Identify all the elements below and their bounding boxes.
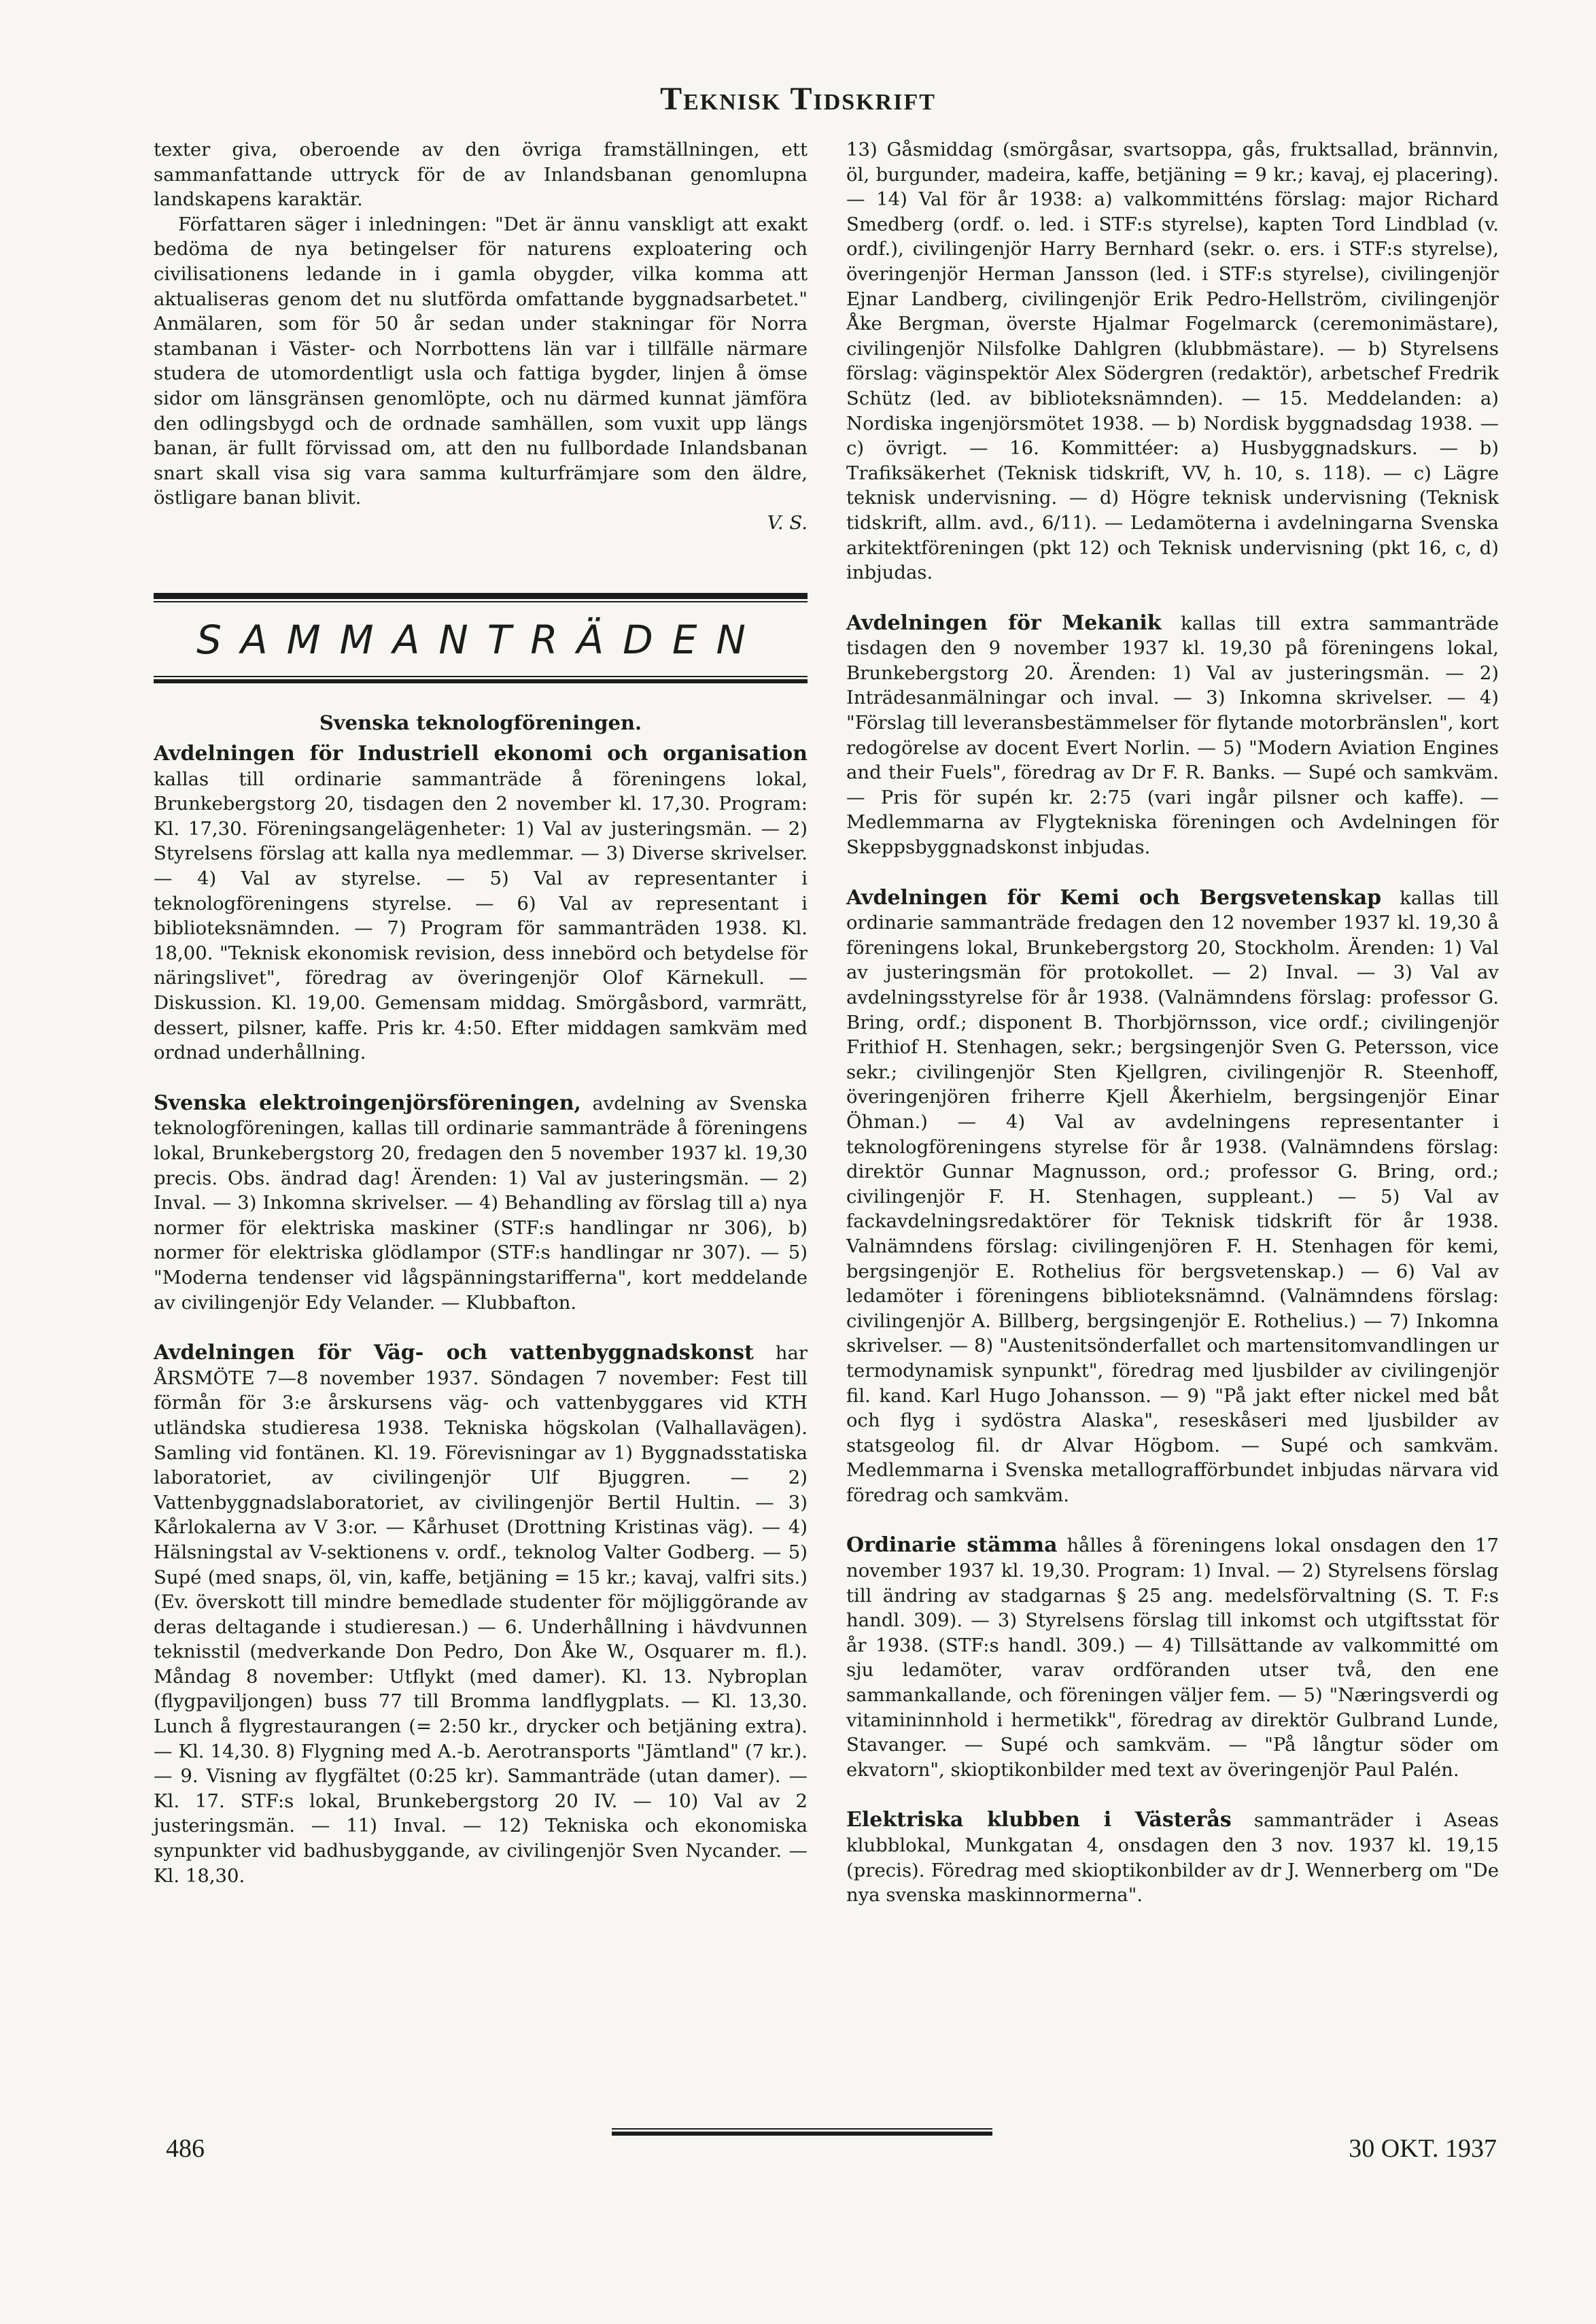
left-column [154, 137, 808, 1914]
notice-text: kallas till ordinarie sammanträde fredagen den 12 november 1937 kl. 19,30 å föreningens lokal, Brunkebergstorg 20, Stockholm. Ärenden: 1) Val av justeringsmän för protokollet. — 2) Inval. — 3) Val av avdelningsstyrelse för år 1938. (Valnämndens förslag: professor G. Bring, ordf.; disponent B. Thorbjörnsson, vice ordf.; civilingenjör Frithiof H. Stenhagen, sekr.; bergsingenjör Sven G. Petersson, vice sekr.; civilingenjör Sten Kjellgren, civilingenjör R. Steenhoff, överingenjören friherre Kjell Åkerhielm, bergsingenjör Einar Öhman.) — 4) Val av avdelningens representanter i teknologföreningens styrelse för år 1938. (Valnämndens förslag: direktör Gunnar Magnusson, ord.; professor G. Bring, ord.; civilingenjör F. H. Stenhagen, suppleant.) — 5) Val av fackavdelningsredaktörer för Teknisk tidskrift för år 1938. Valnämndens förslag: civilingenjören F. H. Stenhagen för kemi, bergsingenjör E. Rothelius för bergsvetenskap.) — 6) Val av ledamöter i föreningens biblioteksnämnd. (Valnämndens förslag: civilingenjör A. Billberg, bergsingenjör E. Rothelius.) — 7) Inkomna skrivelser. — 8) "Austenitsönderfallet och martensitomvandlingen ur termodynamisk synpunkt", föredrag med ljusbilder av civilingenjör fil. kand. Karl Hugo Johansson. — 9) "På jakt efter nickel med båt och flyg i sydöstra Alaska", reseskåseri med ljusbilder av statsgeolog fil. dr Alvar Högbom. — Supé och samkväm. Medlemmarna i Svenska metallografförbundet inbjudas närvara vid föredrag och samkväm. [846, 887, 1499, 1506]
signature: V. S. [767, 511, 808, 534]
notice-title: Svenska elektroingenjörsföreningen, [154, 1091, 581, 1115]
notice-title: Elektriska klubben i Västerås [846, 1808, 1232, 1832]
footer-rule [612, 2128, 992, 2136]
meeting-notice [846, 886, 1499, 1508]
intro-paragraph: Författaren säger i inledningen: "Det är ännu vanskligt att exakt bedöma de nya betingelser för naturens exploatering och civilisationens ledande in i gamla obygder, vilka komma att aktualiseras genom det nu slutförda omfattande byggnadsarbetet." Anmälaren, som för 50 år sedan under stakningar för Norra stambanan i Väster- och Norrbottens län var i tillfälle närmare studera de utomordentligt usla och fattiga bygder, linjen å ömse sidor om länsgränsen genomlöpte, och nu därmed kunnat jämföra den odlingsbygd och de ordnade samhällen, som vuxit upp längs banan, är fullt förvissad om, att den nu fullbordade Inlandsbanan snart skall visa sig vara samma kulturfrämjare som den äldre, östligare banan blivit. [154, 213, 808, 509]
section-rule-bottom [154, 676, 808, 683]
right-column [846, 137, 1499, 1934]
notice-title: Avdelningen för Väg- och vattenbyggnadskonst [154, 1341, 754, 1365]
meeting-notice-continued [846, 137, 1499, 585]
notice-title: Avdelningen för Kemi och Bergsvetenskap [846, 885, 1382, 910]
notice-text: hålles å föreningens lokal onsdagen den 17 november 1937 kl. 19,30. Program: 1) Inval. — 2) Styrelsens förslag till ändring av stadgarnas § 25 ang. medelsförvaltning (S. T. F:s handl. 309). — 3) Styrelsens förslag till inkomst och utgiftsstat för år 1938. (STF:s handl. 309.) — 4) Tillsättande av valkommitté om sju ledamöter, varav ordföranden utser två, den ene sammankallande, och föreningen väljer fem. — 5) "Næringsverdi og vitamininnhold i hermetikk", föredrag av direktör Gulbrand Lunde, Stavanger. — Supé och samkväm. — "På långtur söder om ekvatorn", skioptikonbilder med text av överingenjör Paul Palén. [846, 1535, 1499, 1781]
meeting-notice [154, 1341, 808, 1888]
notice-text: 13) Gåsmiddag (smörgåsar, svartsoppa, gås, fruktsallad, brännvin, öl, burgunder, madeira, kaffe, betjäning = 9 kr.; kavaj, ej placering). — 14) Val för år 1938: a) valkommitténs förslag: major Richard Smedberg (ordf. o. led. i STF:s styrelse), kapten Tord Lindblad (v. ordf.), civilingenjör Harry Bernhard (sekr. o. ers. i STF:s styrelse), överingenjör Herman Jansson (led. i STF:s styrelse), civilingenjör Ejnar Landberg, civilingenjör Erik Pedro-Hellström, civilingenjör Åke Bergman, överste Hjalmar Fogelmarck (ceremonimästare), civilingenjör Nilsfolke Dahlgren (klubbmästare). — b) Styrelsens förslag: väginspektör Alex Södergren (redaktör), arbetschef Fredrik Schütz (led. av biblioteksnämnden). — 15. Meddelanden: a) Nordiska ingenjörsmötet 1938. — b) Nordisk byggnadsdag 1938. — c) övrigt. — 16. Kommittéer: a) Husbyggnadskurs. — b) Trafiksäkerhet (Teknisk tidskrift, VV, h. 10, s. 118). — c) Lägre teknisk undervisning. — d) Högre teknisk undervisning (Teknisk tidskrift, allm. avd., 6/11). — Ledamöterna i avdelningarna Svenska arkitektföreningen (pkt 12) och Teknisk undervisning (pkt 16, c, d) inbjudas. [846, 139, 1499, 584]
meeting-notice [846, 611, 1499, 860]
notice-title: Avdelningen för Mekanik [846, 611, 1162, 635]
notice-text: avdelning av Svenska teknologföreningen, kallas till ordinarie sammanträde å föreningens lokal, Brunkebergstorg 20, fredagen den 5 november 1937 kl. 19,30 precis. Obs. ändrad dag! Ärenden: 1) Val av justeringsmän. — 2) Inval. — 3) Inkomna skrivelser. — 4) Behandling av förslag till a) nya normer för elektriska maskiner (STF:s handlingar nr 306), b) normer för elektriska glödlampor (STF:s handlingar nr 307). — 5) "Moderna tendenser vid lågspänningstarifferna", kort meddelande av civilingenjör Edy Velander. — Klubbafton. [154, 1092, 808, 1314]
notice-text: sammanträder i Aseas klubblokal, Munkgatan 4, onsdagen den 3 nov. 1937 kl. 19,15 (precis). Föredrag med skioptikonbilder av dr J. Wennerberg om "De nya svenska maskinnormerna". [846, 1809, 1499, 1907]
meeting-notice [846, 1533, 1499, 1782]
meeting-notice [154, 1091, 808, 1315]
issue-date: 30 OKT. 1937 [1349, 2134, 1497, 2163]
notice-text: kallas till extra sammanträde tisdagen den 9 november 1937 kl. 19,30 på föreningens lokal, Brunkebergstorg 20. Ärenden: 1) Val av justeringsmän. — 2) Inträdesanmälningar och inval. — 3) Inkomna skrivelser. — 4) "Förslag till leveransbestämmelser för flytande motorbränslen", kort redogörelse av docent Evert Norlin. — 5) "Modern Aviation Engines and their Fuels", föredrag av Dr F. R. Banks. — Supé och samkväm. — Pris för supén kr. 2:75 (vari ingår pilsner och kaffe). — Medlemmarna av Flygtekniska föreningen och Avdelningen för Skeppsbyggnadskonst inbjudas. [846, 612, 1499, 859]
page-number: 486 [166, 2134, 205, 2163]
notice-title: Ordinarie stämma [846, 1533, 1058, 1558]
meeting-notice [846, 1808, 1499, 1907]
meeting-notice [154, 742, 808, 1065]
notice-text: har ÅRSMÖTE 7—8 november 1937. Söndagen 7 november: Fest till förmån för 3:e årskursens väg- och vattenbyggares vid KTH utländska studieresa 1938. Tekniska högskolan (Valhallavägen). Samling vid fontänen. Kl. 19. Förevisningar av 1) Byggnadsstatiska laboratoriet, av civilingenjör Ulf Bjuggren. — 2) Vattenbyggnadslaboratoriet, av civilingenjör Bertil Hultin. — 3) Kårlokalerna av V 3:or. — Kårhuset (Drottning Kristinas väg). — 4) Hälsningstal av V-sektionens v. ordf., teknolog Valter Godberg. — 5) Supé (med snaps, öl, vin, kaffe, betjäning = 15 kr.; kavaj, valfri sits.) (Ev. överskott till mindre bemedlade studenter för möjliggörande av deras deltagande i studieresan.) — 6. Underhållning i hävdvunnen teknisstil (medverkande Don Pedro, Don Åke W., Osquarer m. fl.). Måndag 8 november: Utflykt (med damer). Kl. 13. Nybroplan (flygpaviljongen) buss 77 till Bromma landflygplats. — Kl. 13,30. Lunch å flygrestaurangen (= 2:50 kr., drycker och betjäning extra). — Kl. 14,30. 8) Flygning med A.-b. Aerotransports "Jämtland" (7 kr.). — 9. Visning av flygfältet (0:25 kr). Sammanträde (utan damer). — Kl. 17. STF:s lokal, Brunkebergstorg 20 IV. — 10) Val av 2 justeringsmän. — 11) Inval. — 12) Tekniska och ekonomiska synpunkter vid badhusbyggande, av civilingenjör Sven Nycander. — Kl. 18,30. [154, 1342, 808, 1887]
page-header: Teknisk Tidskrift [660, 81, 936, 117]
section-rule-top [154, 593, 808, 602]
notice-text: kallas till ordinarie sammanträde å föreningens lokal, Brunkebergstorg 20, tisdagen den 2 november kl. 17,30. Program: Kl. 17,30. Föreningsangelägenheter: 1) Val av justeringsmän. — 2) Styrelsens förslag att kalla nya medlemmar. — 3) Diverse skrivelser. — 4) Val av styrelse. — 5) Val av representanter i teknologföreningens styrelse. — 6) Val av representant i biblioteksnämnden. — 7) Program för sammanträden 1938. Kl. 18,00. "Teknisk ekonomisk revision, dess innebörd och betydelse för näringslivet", föredrag av överingenjör Olof Kärnekull. — Diskussion. Kl. 19,00. Gemensam middag. Smörgåsbord, varmrätt, dessert, pilsner, kaffe. Pris kr. 4:50. Efter middagen samkväm med ordnad underhållning. [154, 768, 808, 1064]
society-title: Svenska teknologföreningen. [319, 711, 642, 734]
section-heading: SAMMANTRÄDEN [196, 616, 765, 663]
notice-title: Avdelningen för Industriell ekonomi och organisation [154, 742, 808, 766]
intro-paragraph: texter giva, oberoende av den övriga framställningen, ett sammanfattande uttryck för de av Inlandsbanan genomlupna landskapens karaktär. [154, 139, 808, 211]
